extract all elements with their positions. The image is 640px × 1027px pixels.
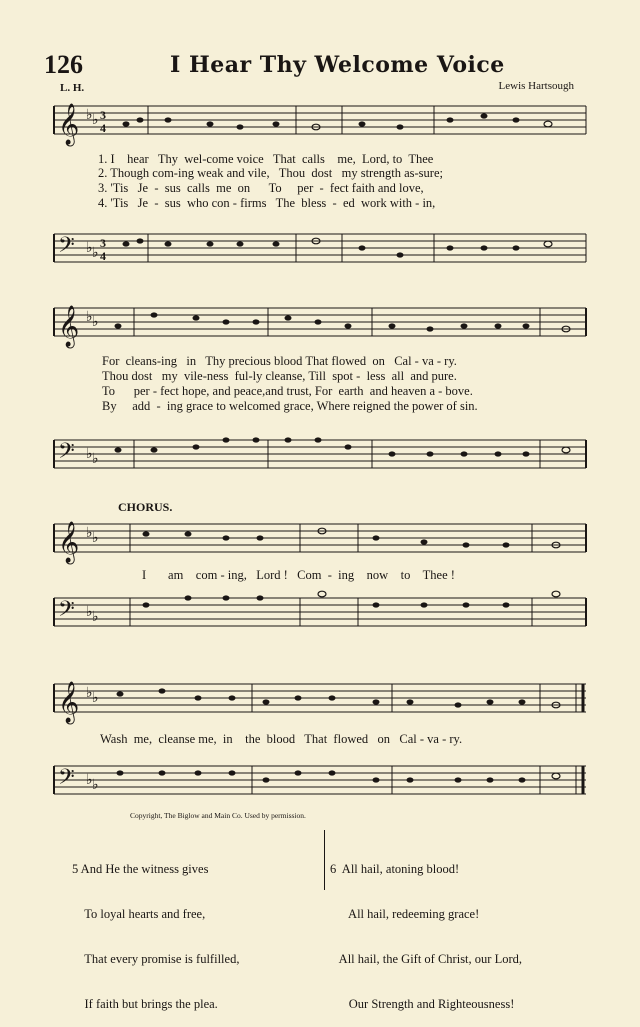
svg-text:♭: ♭	[86, 526, 93, 541]
system-1-bass-staff	[0, 226, 640, 276]
chorus-label: CHORUS.	[118, 500, 173, 514]
svg-text:♭: ♭	[92, 691, 99, 706]
verse-4-refrain-line: By add - ing grace to welcomed grace, Where reigned the power of sin.	[102, 399, 478, 413]
words-author: L. H.	[60, 82, 85, 94]
stanza-divider	[324, 830, 325, 890]
system-3-bass-staff	[0, 590, 640, 640]
svg-text:♭: ♭	[86, 686, 93, 701]
svg-text:♭: ♭	[86, 773, 93, 788]
svg-text:3: 3	[100, 236, 106, 250]
svg-text:𝄢: 𝄢	[58, 765, 75, 794]
system-2-treble-staff	[0, 300, 640, 350]
stanza-5-line: To loyal hearts and free,	[72, 907, 206, 921]
system-3-treble-staff	[0, 516, 640, 566]
stanza-5	[72, 832, 239, 1027]
hymn-number: 126	[44, 50, 83, 79]
verse-2-refrain-line: Thou dost my vile-ness ful-ly cleanse, Till spot - less all and pure.	[102, 369, 457, 383]
chorus-line: I am com - ing, Lord ! Com - ing now to Thee !	[142, 568, 455, 582]
stanza-5-line: That every promise is fulfilled,	[72, 952, 240, 966]
verse-3-refrain-line: To per - fect hope, and peace,and trust, For earth and heaven a - bove.	[102, 384, 473, 398]
svg-text:♭: ♭	[86, 310, 93, 325]
copyright-notice: Copyright, The Biglow and Main Co. Used by permission.	[130, 811, 306, 820]
svg-text:♭: ♭	[92, 610, 99, 625]
svg-text:𝄞: 𝄞	[58, 682, 80, 722]
stanza-5-line: If faith but brings the plea.	[72, 997, 218, 1011]
svg-text:♭: ♭	[92, 113, 99, 128]
verse-4-line: 4. 'Tis Je - sus who con - firms The bless - ed work with - in,	[98, 196, 436, 210]
system-4-bass-staff	[0, 758, 640, 808]
final-line: Wash me, cleanse me, in the blood That flowed on Cal - va - ry.	[100, 732, 463, 746]
music-composer: Lewis Hartsough	[498, 80, 574, 92]
svg-text:♭: ♭	[86, 241, 93, 256]
stanza-6-line: All hail, redeeming grace!	[330, 907, 480, 921]
verse-2-line: 2. Though com-ing weak and vile, Thou dost my strength as-sure;	[98, 166, 443, 180]
svg-text:♭: ♭	[86, 605, 93, 620]
system-2-bass-staff	[0, 432, 640, 482]
svg-text:♭: ♭	[92, 246, 99, 261]
stanza-6	[330, 832, 522, 1027]
stanza-6-line: 6 All hail, atoning blood!	[330, 862, 460, 876]
svg-text:𝄢: 𝄢	[58, 233, 75, 262]
svg-text:♭: ♭	[92, 778, 99, 793]
svg-text:♭: ♭	[86, 447, 93, 462]
system-4-treble-staff	[0, 676, 640, 726]
svg-text:♭: ♭	[92, 452, 99, 467]
svg-text:♭: ♭	[92, 531, 99, 546]
verse-1-line: 1. I hear Thy wel-come voice That calls me, Lord, to Thee	[98, 152, 434, 166]
svg-text:𝄢: 𝄢	[58, 597, 75, 626]
svg-text:3: 3	[100, 108, 106, 122]
stanza-6-line: All hail, the Gift of Christ, our Lord,	[330, 952, 522, 966]
svg-text:4: 4	[100, 121, 106, 135]
svg-text:♭: ♭	[86, 108, 93, 123]
svg-text:𝄞: 𝄞	[58, 522, 80, 562]
svg-text:4: 4	[100, 249, 106, 263]
hymn-title: I Hear Thy Welcome Voice	[170, 52, 505, 78]
system-1-treble-staff	[0, 98, 640, 158]
svg-text:𝄢: 𝄢	[58, 439, 75, 468]
verse-1-refrain-line: For cleans-ing in Thy precious blood That flowed on Cal - va - ry.	[102, 354, 457, 368]
verse-3-line: 3. 'Tis Je - sus calls me on To per - fect faith and love,	[98, 181, 424, 195]
svg-text:♭: ♭	[92, 315, 99, 330]
svg-text:𝄞: 𝄞	[58, 306, 80, 346]
stanza-6-line: Our Strength and Righteousness!	[330, 997, 515, 1011]
stanza-5-line: 5 And He the witness gives	[72, 862, 209, 876]
svg-text:𝄞: 𝄞	[58, 104, 80, 144]
